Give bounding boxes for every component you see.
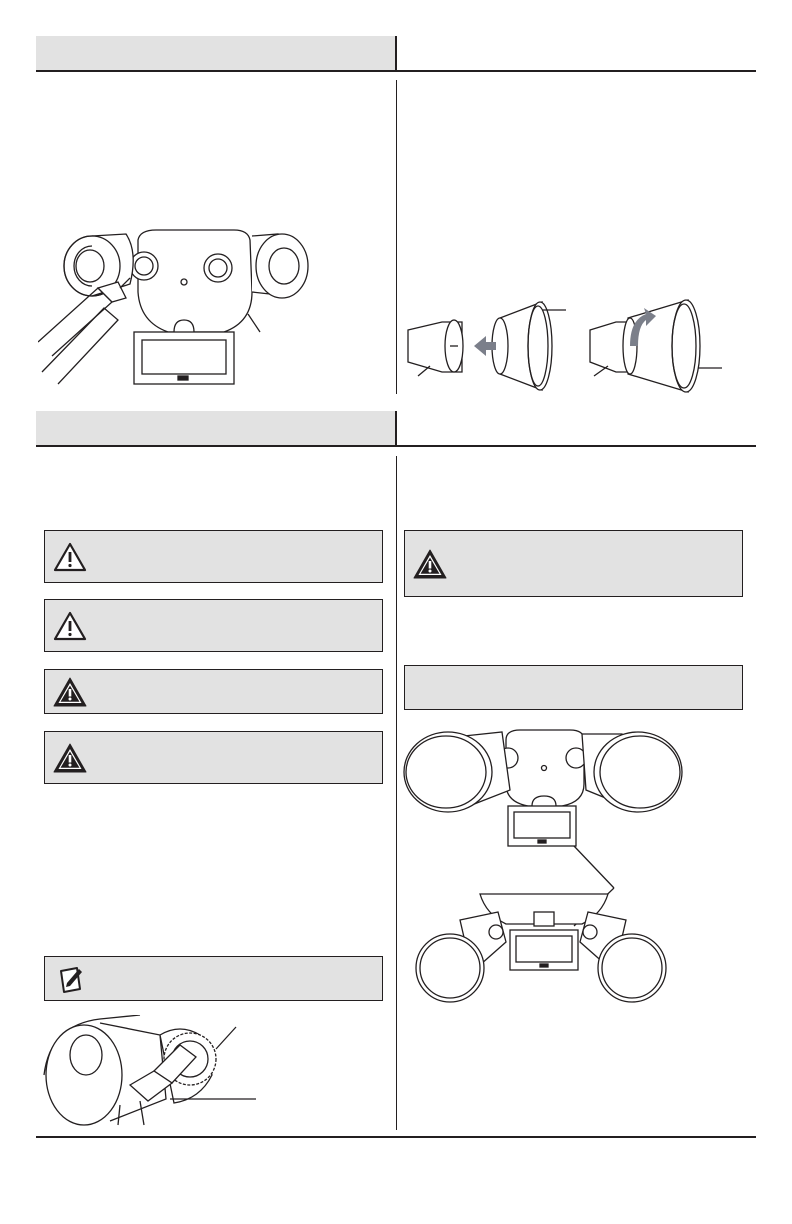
section-1-heading-bar bbox=[36, 36, 396, 71]
warning-filled-icon bbox=[413, 548, 447, 580]
caulk-fixture-illustration bbox=[38, 222, 328, 394]
warning-box-2 bbox=[44, 599, 383, 652]
warning-box-3 bbox=[44, 669, 383, 714]
section-1-heading-divider bbox=[395, 36, 397, 72]
section-1-heading-rule bbox=[36, 70, 756, 72]
section-2-heading-bar bbox=[36, 411, 396, 446]
footer-rule bbox=[36, 1136, 756, 1138]
lens-cover-illustration bbox=[402, 296, 736, 396]
info-box-right bbox=[404, 665, 743, 710]
warning-outline-icon bbox=[53, 541, 87, 573]
section-1-column-divider bbox=[396, 80, 397, 394]
fixture-sensor-illustration bbox=[402, 728, 684, 1008]
swivel-adjustment-illustration bbox=[40, 1015, 270, 1127]
section-2-column-divider bbox=[396, 456, 397, 1130]
section-2-heading-rule bbox=[36, 445, 756, 447]
warning-box-right bbox=[404, 530, 743, 597]
warning-box-1 bbox=[44, 530, 383, 583]
warning-box-4 bbox=[44, 731, 383, 784]
warning-outline-icon bbox=[53, 610, 87, 642]
note-pencil-icon bbox=[53, 963, 87, 995]
section-2-heading-divider bbox=[395, 411, 397, 447]
warning-filled-icon bbox=[53, 676, 87, 708]
note-box bbox=[44, 956, 383, 1001]
warning-filled-icon bbox=[53, 742, 87, 774]
